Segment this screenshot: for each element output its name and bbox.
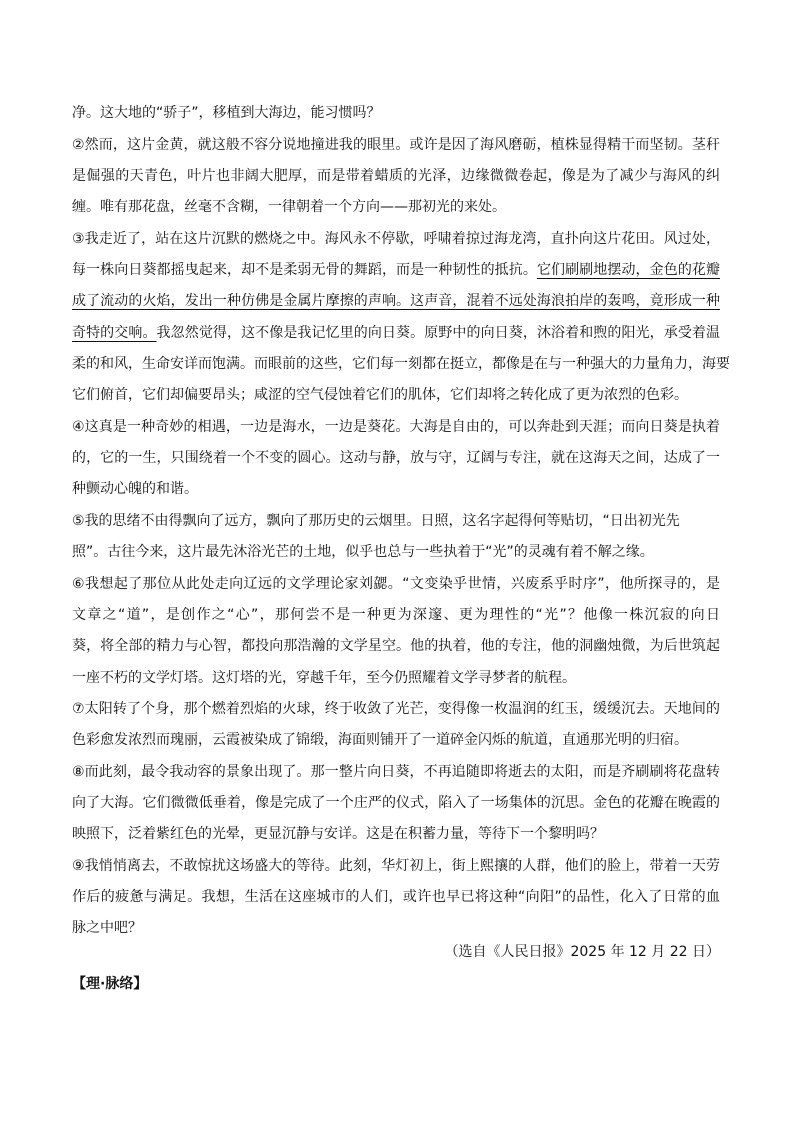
paragraph-3-line-1: ③我走近了，站在这片沉默的燃烧之中。海风永不停歇，呼啸着掠过海龙湾，直扑向这片花田。风过处，: [72, 231, 720, 247]
paragraph-7-line-1: ⑦太阳转了个身，那个燃着烈焰的火球，终于收敛了光芒，变得像一枚温润的红玉，缓缓沉去。天地间的: [72, 701, 720, 717]
paragraph-5-line-1: ⑤我的思绪不由得飘向了远方，飘向了那历史的云烟里。日照，这名字起得何等贴切，“日出初光先: [72, 513, 680, 529]
paragraph-3-line-2: [72, 260, 720, 280]
source-citation: （选自《人民日报》2025 年 12 月 22 日）: [444, 944, 720, 960]
paragraph-6-line-2: 文章之“道”，是创作之“心”，那何尝不是一种更为深邃、更为理性的“光”？他像一株沉寂的向日: [72, 607, 720, 623]
paragraph-8-line-1: ⑧而此刻，最令我动容的景象出现了。那一整片向日葵，不再追随即将逝去的太阳，而是齐刷刷将花盘转: [72, 764, 720, 780]
paragraph-3-line-5: 柔的和风，生命安详而饱满。而眼前的这些，它们每一刻都在挺立，都像是在与一种强大的力量角力，海要: [72, 356, 730, 372]
paragraph-8-line-2: 向了大海。它们微微低垂着，像是完成了一个庄严的仪式，陷入了一场集体的沉思。金色的花瓣在晚霞的: [72, 795, 720, 811]
paragraph-6-line-3: 葵，将全部的精力与心智，都投向那浩瀚的文学星空。他的执着，他的专注，他的洞幽烛微，为后世筑起: [72, 638, 720, 654]
paragraph-5-line-2: 照”。古往今来，这片最先沐浴光芒的土地，似乎也总与一些执着于“光”的灵魂有着不解之缘。: [72, 544, 654, 560]
paragraph-2-line-1: ②然而，这片金黄，就这般不容分说地撞进我的眼里。或许是因了海风磨砺，植株显得精干而坚韧。茎秆: [72, 137, 720, 153]
paragraph-1-line-1: 净。这大地的“骄子”，移植到大海边，能习惯吗？: [72, 105, 381, 121]
paragraph-2-line-2: 是倔强的天青色，叶片也非阔大肥厚，而是带着蜡质的光泽，边缘微微卷起，像是为了减少与海风的纠: [72, 168, 720, 184]
paragraph-9-line-3: 脉之中吧？: [72, 920, 142, 936]
underlined-sentence-part-2: 成了流动的火焰，发出一种仿佛是金属片摩擦的声响。这声音，混着不远处海浪拍岸的轰鸣，竟形成一种: [72, 293, 720, 309]
paragraph-3-line-6: 它们俯首，它们却偏要昂头；咸涩的空气侵蚀着它们的肌体，它们却将之转化成了更为浓烈的色彩。: [72, 387, 688, 403]
paragraph-4-line-3: 种颤动心魄的和谐。: [72, 481, 198, 497]
paragraph-3-line-4-text: 我忽然觉得，这不像是我记忆里的向日葵。原野中的向日葵，沐浴着和煦的阳光，承受着温: [156, 325, 721, 341]
paragraph-6-line-1: ⑥我想起了那位从此处走向辽远的文学理论家刘勰。“文变染乎世情，兴废系乎时序”，他所探寻的，是: [72, 576, 720, 592]
paragraph-7-line-2: 色彩愈发浓烈而瑰丽，云霞被染成了锦缎，海面则铺开了一道碎金闪烁的航道，直通那光明的归宿。: [72, 732, 688, 748]
paragraph-6-line-4: 一座不朽的文学灯塔。这灯塔的光，穿越千年，至今仍照耀着文学寻梦者的航程。: [72, 670, 576, 686]
paragraph-4-line-1: ④这真是一种奇妙的相遇，一边是海水，一边是葵花。大海是自由的，可以奔赴到天涯；而向日葵是执着: [72, 419, 720, 435]
underlined-sentence-part-1: 它们刷刷地摆动，金色的花瓣: [536, 262, 721, 278]
section-heading: 【理·脉络】: [72, 976, 148, 992]
paragraph-4-line-2: 的，它的一生，只围绕着一个不变的圆心。这动与静，放与守，辽阔与专注，就在这海天之间，达成了一: [72, 450, 720, 466]
paragraph-9-line-1: ⑨我悄悄离去，不敢惊扰这场盛大的等待。此刻，华灯初上，街上熙攘的人群，他们的脸上，带着一天劳: [72, 858, 720, 874]
underlined-sentence-part-3: 奇特的交响。: [72, 325, 157, 341]
paragraph-2-line-3: 缠。唯有那花盘，丝毫不含糊，一律朝着一个方向——那初光的来处。: [72, 199, 506, 215]
paragraph-3-line-4: [72, 323, 720, 343]
paragraph-9-line-2: 作后的疲惫与满足。我想，生活在这座城市的人们，或许也早已将这种“向阳”的品性，化入了日常的血: [72, 889, 720, 905]
paragraph-3-line-2-text: 每一株向日葵都摇曳起来，却不是柔弱无骨的舞蹈，而是一种韧性的抵抗。: [72, 262, 537, 278]
paragraph-8-line-3: 映照下，泛着紫红色的光晕，更显沉静与安详。这是在积蓄力量，等待下一个黎明吗？: [72, 826, 604, 842]
